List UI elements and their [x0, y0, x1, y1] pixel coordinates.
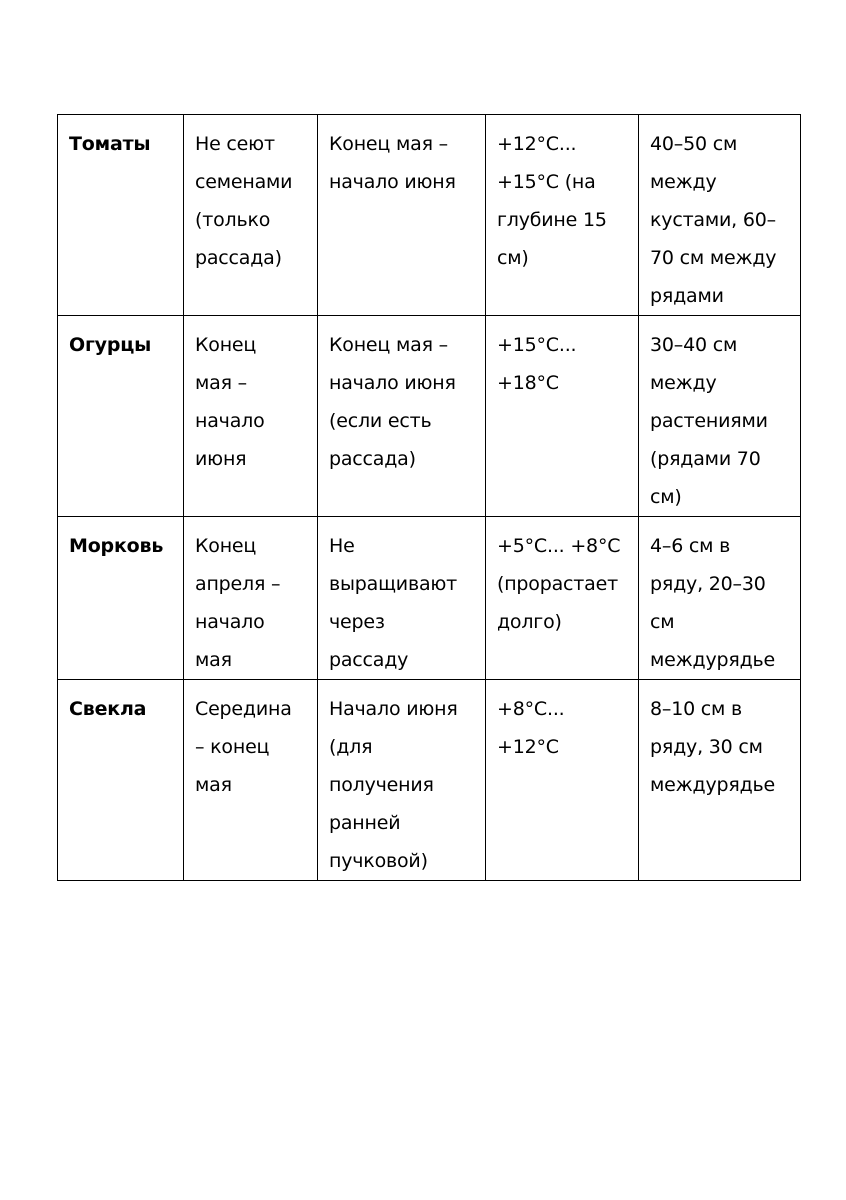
cell-line: +18°С: [497, 372, 559, 394]
cell-line: семенами: [195, 171, 293, 193]
soil-temp-cell: [486, 316, 639, 517]
cell-line: (рядами 70: [650, 448, 761, 470]
cell-line: между: [650, 372, 717, 394]
cell-line: начало июня: [329, 171, 456, 193]
cell-line: Не сеют: [195, 133, 275, 155]
cell-line: глубине 15: [497, 209, 607, 231]
cell-line: 4–6 см в: [650, 535, 731, 557]
cell-line: июня: [195, 448, 247, 470]
seedlings-cell: [318, 680, 486, 881]
cell-line: между: [650, 171, 717, 193]
cell-line: ранней: [329, 812, 401, 834]
cell-line: получения: [329, 774, 434, 796]
cell-line: через: [329, 611, 385, 633]
cell-line: Конец: [195, 334, 257, 356]
cell-line: апреля –: [195, 573, 281, 595]
cell-line: +12°С: [497, 736, 559, 758]
spacing-cell: [639, 316, 801, 517]
cell-line: Конец: [195, 535, 257, 557]
soil-temp-cell: [486, 115, 639, 316]
cell-line: рассада): [329, 448, 416, 470]
soil-temp-cell: [486, 517, 639, 680]
cell-line: начало: [195, 410, 265, 432]
cell-line: 70 см между: [650, 247, 777, 269]
cell-line: 40–50 см: [650, 133, 738, 155]
cell-line: рядами: [650, 285, 724, 307]
cell-line: +12°С...: [497, 133, 577, 155]
cell-line: 30–40 см: [650, 334, 738, 356]
cell-line: Конец мая –: [329, 334, 448, 356]
cell-line: 8–10 см в: [650, 698, 743, 720]
table-row: [58, 517, 801, 680]
cell-line: ряду, 30 см: [650, 736, 763, 758]
sowing-cell: [184, 680, 318, 881]
cell-line: см): [650, 486, 682, 508]
seedlings-cell: [318, 316, 486, 517]
cell-line: кустами, 60–: [650, 209, 776, 231]
cell-line: начало июня: [329, 372, 456, 394]
cell-line: мая: [195, 774, 232, 796]
spacing-cell: [639, 517, 801, 680]
seedlings-cell: [318, 115, 486, 316]
cell-line: междурядье: [650, 774, 776, 796]
cell-line: Начало июня: [329, 698, 458, 720]
planting-table: [57, 114, 801, 881]
crop-name-cell: [58, 115, 184, 316]
cell-line: Не: [329, 535, 355, 557]
cell-line: рассаду: [329, 649, 409, 671]
cell-line: (для: [329, 736, 373, 758]
soil-temp-cell: [486, 680, 639, 881]
cell-line: Конец мая –: [329, 133, 448, 155]
spacing-cell: [639, 680, 801, 881]
sowing-cell: [184, 316, 318, 517]
table-row: [58, 115, 801, 316]
cell-line: начало: [195, 611, 265, 633]
cell-line: +8°С...: [497, 698, 565, 720]
crop-name-cell: [58, 517, 184, 680]
cell-line: растениями: [650, 410, 768, 432]
cell-line: выращивают: [329, 573, 458, 595]
cell-line: +15°С (на: [497, 171, 596, 193]
table-row: [58, 316, 801, 517]
cell-line: долго): [497, 611, 562, 633]
crop-name-cell: [58, 316, 184, 517]
cell-line: – конец: [195, 736, 270, 758]
seedlings-cell: [318, 517, 486, 680]
crop-name-cell: [58, 680, 184, 881]
cell-line: мая: [195, 649, 232, 671]
cell-line: (прорастает: [497, 573, 618, 595]
cell-line: междурядье: [650, 649, 776, 671]
cell-line: см: [650, 611, 675, 633]
cell-line: рассада): [195, 247, 282, 269]
sowing-cell: [184, 115, 318, 316]
cell-line: пучковой): [329, 850, 428, 872]
crop-name: Томаты: [69, 133, 151, 155]
cell-line: мая –: [195, 372, 247, 394]
cell-line: (только: [195, 209, 271, 231]
cell-line: (если есть: [329, 410, 432, 432]
crop-name: Свекла: [69, 698, 147, 720]
cell-line: ряду, 20–30: [650, 573, 766, 595]
cell-line: +5°С... +8°С: [497, 535, 621, 557]
table-row: [58, 680, 801, 881]
cell-line: Середина: [195, 698, 292, 720]
crop-name: Огурцы: [69, 334, 152, 356]
sowing-cell: [184, 517, 318, 680]
cell-line: +15°С...: [497, 334, 577, 356]
crop-name: Морковь: [69, 535, 164, 557]
spacing-cell: [639, 115, 801, 316]
cell-line: см): [497, 247, 529, 269]
